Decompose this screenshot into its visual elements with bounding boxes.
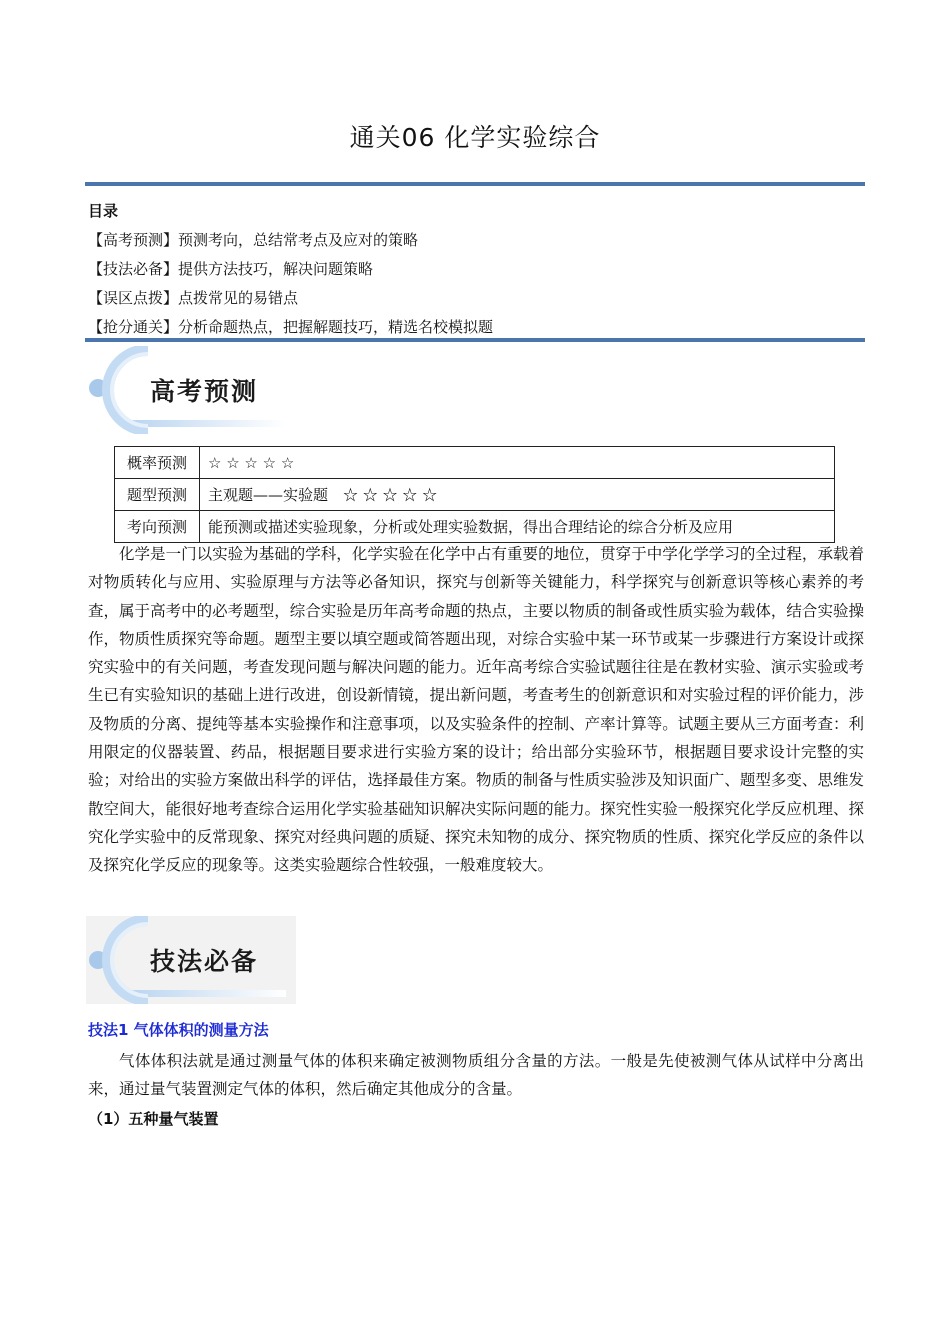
table-cell-value: ☆ ☆ ☆ ☆ ☆	[200, 447, 835, 479]
toc-divider	[85, 338, 865, 342]
toc-item-practice[interactable]: 【抢分通关】分析命题热点，把握解题技巧，精选名校模拟题	[88, 318, 494, 336]
table-cell-label: 题型预测	[115, 479, 200, 511]
table-cell-value: 主观题——实验题 ☆ ☆ ☆ ☆ ☆	[200, 479, 835, 511]
table-cell-label: 考向预测	[115, 511, 200, 543]
section-banner-prediction	[86, 346, 296, 434]
toc-item-prediction[interactable]: 【高考预测】预测考向，总结常考点及应对的策略	[88, 231, 419, 249]
page-title: 通关06 化学实验综合	[349, 123, 601, 152]
intro-paragraph: 化学是一门以实验为基础的学科，化学实验在化学中占有重要的地位，贯穿于中学化学学习的全过程，承载着对物质转化与应用、实验原理与方法等必备知识，探究与创新等关键能力，科学探究与创新意识等核心素养的考查，属于高考中的必考题型，综合实验是历年高考命题的热点，主要以物质的制备或性质实验为载体，结合实验操作，物质性质探究等命题。题型主要以填空题或简答题出现，对综合实验中某一环节或某一步骤进行方案设计或探究实验中的有关问题，考查发现问题与解决问题的能力。近年高考综合实验试题往往是在教材实验、演示实验或考生已有实验知识的基础上进行改进，创设新情镜，提出新问题，考查考生的创新意识和对实验过程的评价能力，涉及物质的分离、提纯等基本实验操作和注意事项，以及实验条件的控制、产率计算等。试题主要从三方面考查：利用限定的仪器装置、药品，根据题目要求进行实验方案的设计；给出部分实验环节，根据题目要求设计完整的实验；对给出的实验方案做出科学的评估，选择最佳方案。物质的制备与性质实验涉及知识面广、题型多变、思维发散空间大，能很好地考查综合运用化学实验基础知识解决实际问题的能力。探究性实验一般探究化学反应机理、探究化学实验中的反常现象、探究对经典问题的质疑、探究未知物的成分、探究物质的性质、探究化学反应的条件以及探究化学反应的现象等。这类实验题综合性较强，一般难度较大。	[88, 545, 864, 875]
table-cell-label: 概率预测	[115, 447, 200, 479]
section-title-prediction: 高考预测	[150, 377, 259, 406]
table-row	[115, 479, 835, 511]
section-banner-methods	[86, 916, 296, 1004]
method-1-paragraph: 气体体积法就是通过测量气体的体积来确定被测物质组分含量的方法。一般是先使被测气体从试样中分离出来，通过量气装置测定气体的体积，然后确定其他成分的含量。	[88, 1052, 864, 1099]
toc-item-methods[interactable]: 【技法必备】提供方法技巧，解决问题策略	[88, 260, 374, 278]
table-row	[115, 447, 835, 479]
top-divider	[85, 182, 865, 186]
toc-item-pitfalls[interactable]: 【误区点拨】点拨常见的易错点	[88, 289, 299, 307]
toc-heading: 目录	[88, 202, 119, 220]
section-title-methods: 技法必备	[150, 947, 259, 976]
prediction-table	[114, 446, 835, 543]
table-of-contents	[88, 197, 493, 342]
table-row	[115, 511, 835, 543]
table-cell-value: 能预测或描述实验现象，分析或处理实验数据，得出合理结论的综合分析及应用	[200, 511, 835, 543]
method-1-title: 技法1 气体体积的测量方法	[88, 1021, 269, 1039]
method-1-subtitle: （1）五种量气装置	[88, 1110, 219, 1128]
